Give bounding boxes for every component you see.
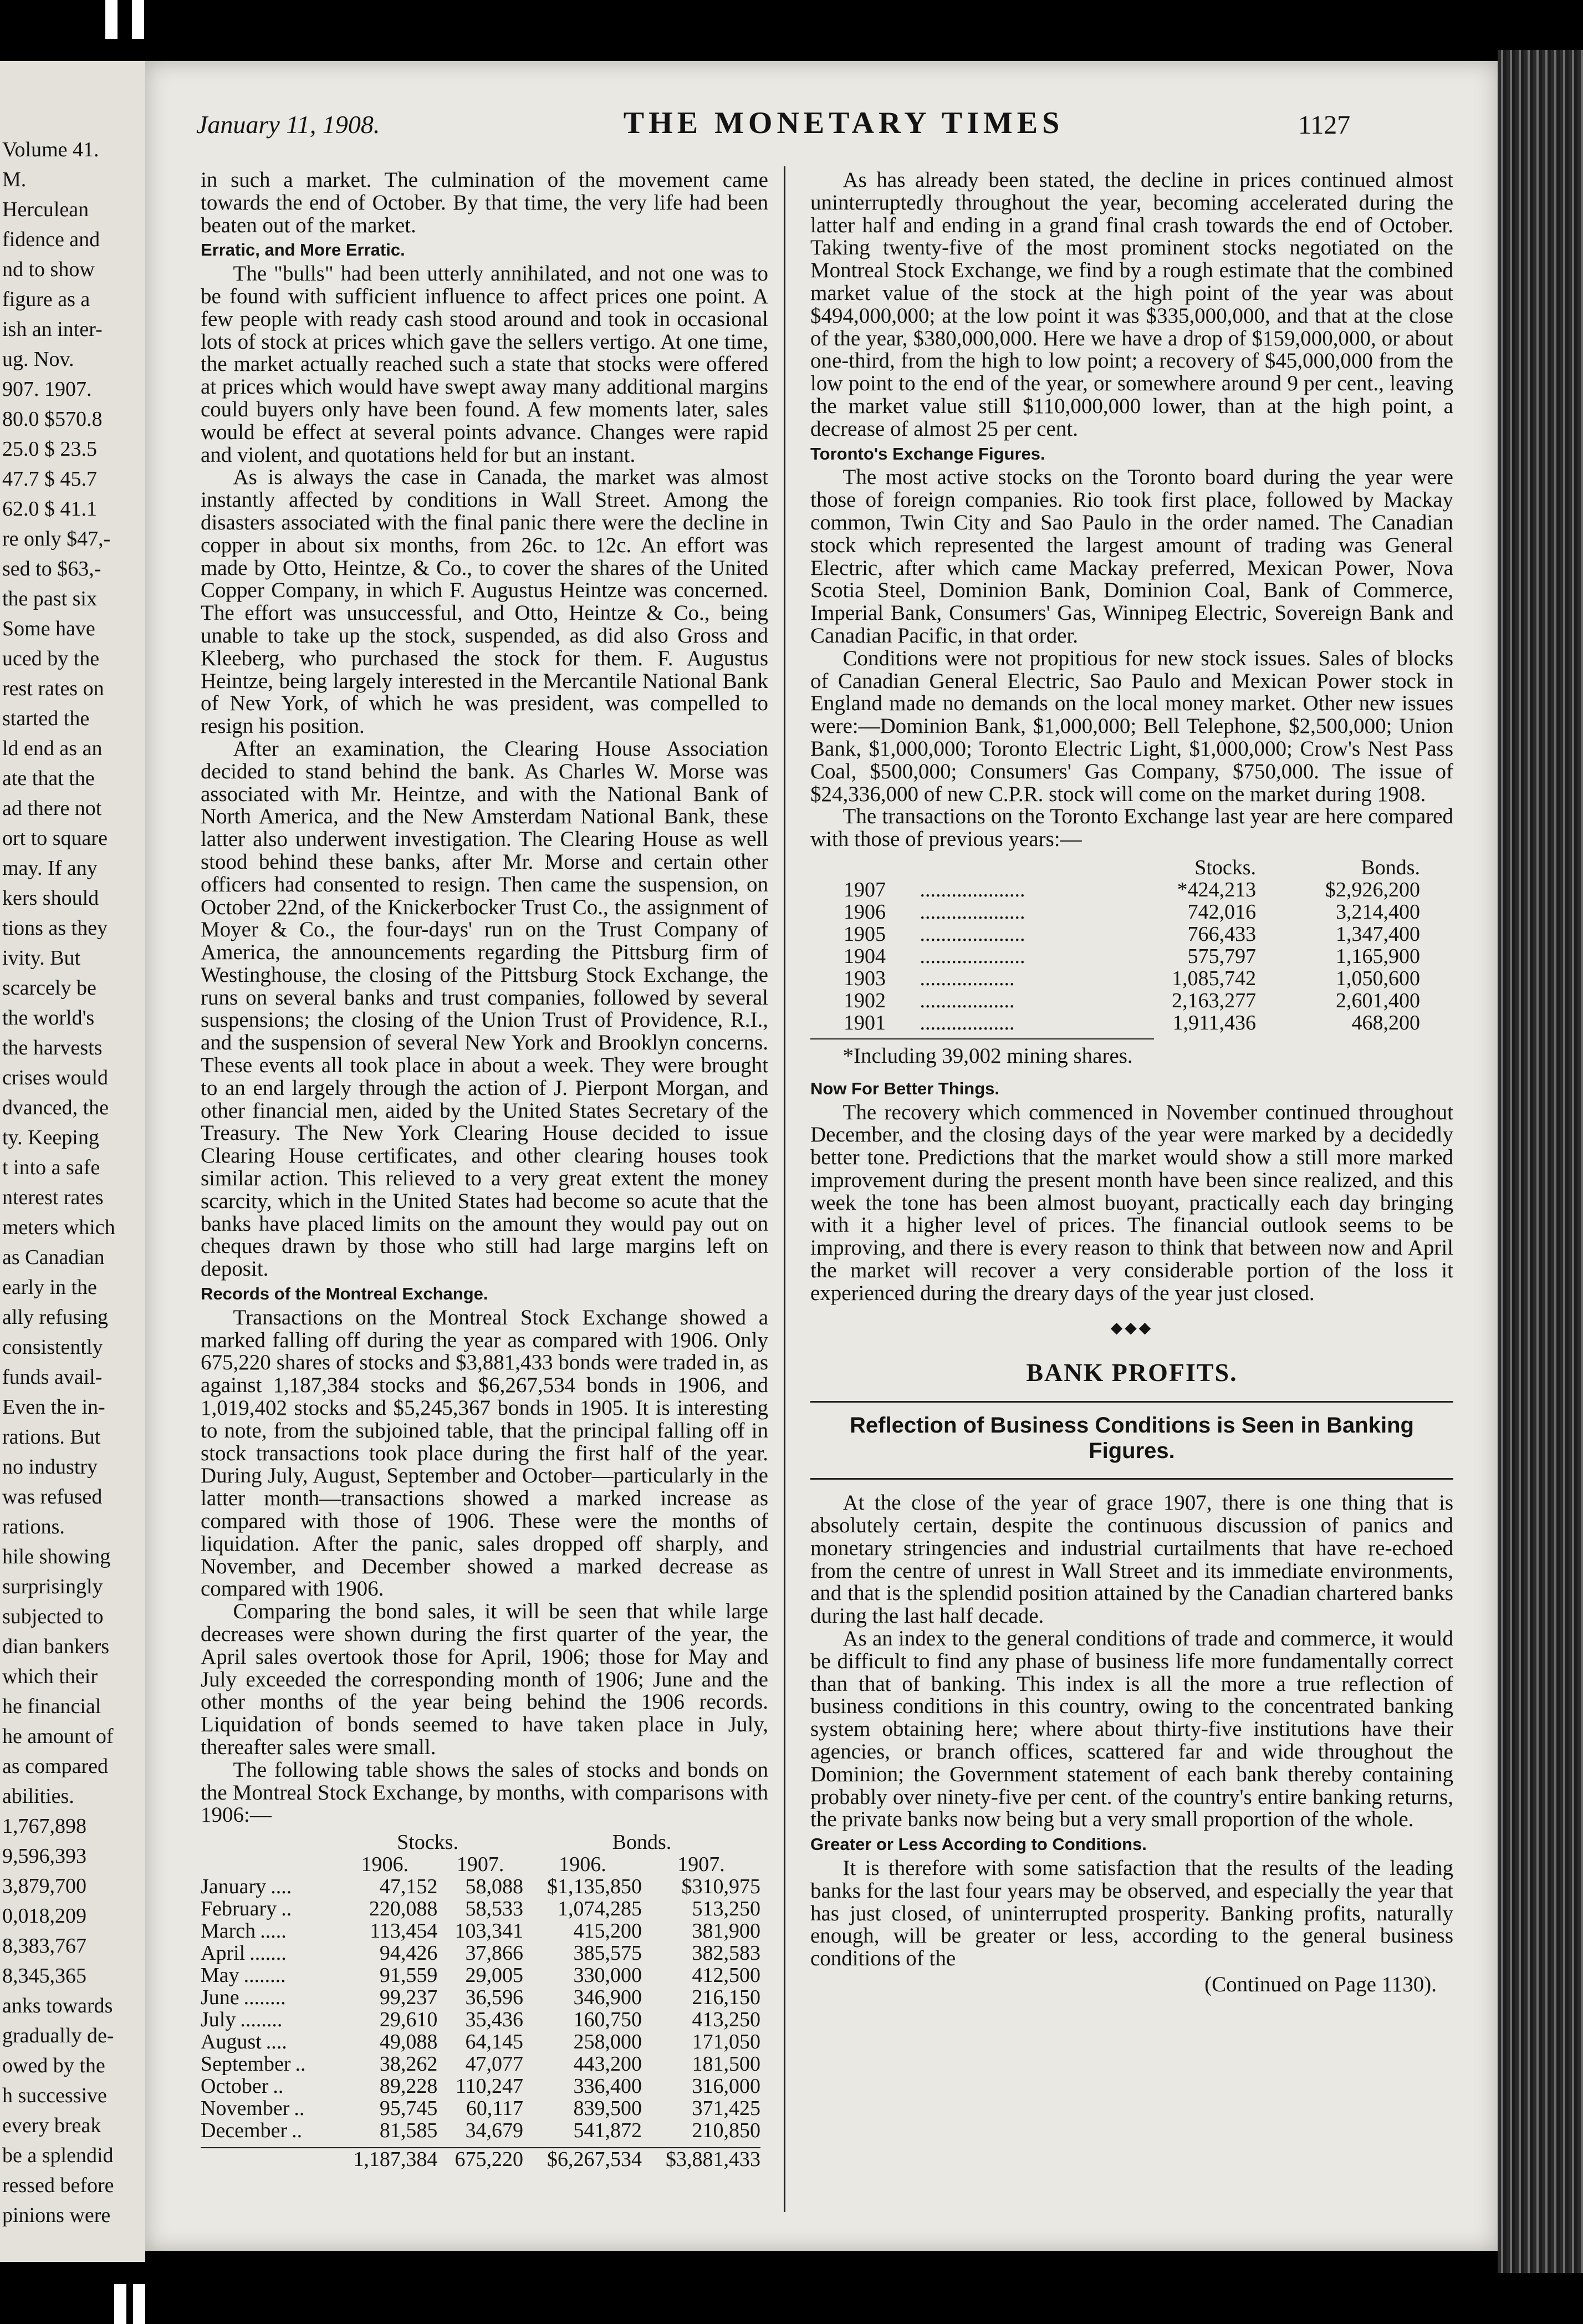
bonds-1906: 415,200 — [573, 1919, 642, 1943]
stocks-1907: 60,117 — [466, 2097, 523, 2121]
leader-dots: ........ — [240, 2008, 283, 2032]
paragraph: The "bulls" had been utterly annihilated, and not one was to be found with sufficient influence to affect prices one point. A few people with ready cash stood around and took in occasional lots of stock at prices which gave the sellers vertigo. At one time, the market actually reached such a state that stocks were offered at prices which would have swept away many additional margins could buyers only have been found. A few moments later, sales would be effect at several points advance. Changes were rapid and violent, and quotations held for but an instant. — [201, 262, 768, 467]
bonds-1907: 513,250 — [692, 1897, 760, 1921]
film-mark-top-1 — [105, 0, 118, 39]
bonds-1906: 839,500 — [573, 2097, 642, 2121]
bonds-value: 3,214,400 — [1336, 900, 1420, 924]
leader-dots: ....... — [249, 1941, 287, 1965]
bank-profits-subheading: Reflection of Business Conditions is Seen in Banking Figures. — [850, 1413, 1414, 1464]
leader-dots: .................. — [920, 966, 1015, 990]
month-label: May — [201, 1964, 239, 1987]
prev-page-text: t into a safe — [2, 1156, 100, 1179]
bonds-value: 2,601,400 — [1336, 988, 1420, 1012]
prev-page-text: nterest rates — [2, 1186, 104, 1209]
stocks-value: *424,213 — [1177, 878, 1257, 901]
stocks-value: 742,016 — [1187, 900, 1257, 924]
bonds-1906: 1,074,285 — [557, 1897, 642, 1921]
prev-page-text: he financial — [2, 1695, 101, 1718]
subheading-better-things: Now For Better Things. — [810, 1078, 999, 1098]
stocks-1906: 38,262 — [379, 2052, 438, 2076]
month-label: September — [201, 2052, 291, 2076]
prev-page-text: 0,018,209 — [2, 1904, 86, 1928]
prev-page-text: as Canadian — [2, 1246, 105, 1269]
bonds-1907: 210,850 — [692, 2119, 760, 2143]
prev-page-text: he amount of — [2, 1725, 114, 1748]
subheading-greater-or-less: Greater or Less According to Conditions. — [810, 1834, 1147, 1854]
subheading-montreal: Records of the Montreal Exchange. — [201, 1284, 488, 1304]
prev-page-text: fidence and — [2, 228, 100, 251]
stocks-1907: 103,341 — [455, 1919, 523, 1943]
previous-page-fragment — [0, 61, 145, 2262]
bonds-value: 1,165,900 — [1336, 944, 1420, 968]
prev-page-text: pinions were — [2, 2204, 111, 2227]
paragraph: As an index to the general conditions of trade and commerce, it would be difficult to find any phase of business life more fundamentally correct than that of banking. This index is all the more a true reflection of business conditions in this country, owing to the concentrated banking system obtaining here; where about thirty-five institutions have their agencies, or branch offices, scattered far and wide throughout the Dominion; the Government statement of each bank thereby containing probably over ninety-five per cent. of the country's entire banking returns, the private banks now being but a very small proportion of the whole. — [810, 1627, 1453, 1832]
leader-dots: .. — [295, 2052, 306, 2076]
bonds-1907: 381,900 — [692, 1919, 760, 1943]
bonds-value: $2,926,200 — [1325, 878, 1420, 901]
table-month — [201, 2053, 332, 2075]
stocks-value: 1,911,436 — [1172, 1011, 1257, 1034]
bonds-1906: 330,000 — [573, 1964, 642, 1987]
bonds-1906: 541,872 — [573, 2119, 642, 2143]
table-month — [201, 1986, 332, 2009]
leader-dots: .................... — [920, 944, 1025, 968]
film-mark-bottom-2 — [133, 2284, 145, 2324]
bonds-1907: 412,500 — [692, 1964, 760, 1987]
table-row — [844, 901, 1420, 923]
stocks-1906: 49,088 — [379, 2030, 438, 2054]
prev-page-text: sed to $63,- — [2, 557, 101, 580]
prev-page-text: 25.0 $ 23.5 — [2, 437, 97, 461]
leader-dots: .... — [270, 1875, 292, 1899]
prev-page-text: started the — [2, 707, 90, 730]
table-row — [201, 1942, 760, 1964]
table-year: 1907. — [677, 1853, 725, 1877]
stocks-1906: 95,745 — [379, 2097, 438, 2121]
bonds-value: 1,050,600 — [1336, 966, 1420, 990]
prev-page-text: the world's — [2, 1006, 95, 1030]
film-mark-bottom-1 — [114, 2284, 126, 2324]
prev-page-text: anks towards — [2, 1994, 113, 2017]
subheading-erratic: Erratic, and More Erratic. — [201, 240, 405, 260]
left-column — [201, 169, 768, 2170]
table-year: 1902 — [844, 988, 886, 1012]
right-column — [810, 169, 1453, 1996]
stocks-1907: 58,533 — [465, 1897, 523, 1921]
table-row — [201, 2009, 760, 2031]
month-label: August — [201, 2030, 262, 2054]
stocks-1906: 220,088 — [369, 1897, 438, 1921]
table-row — [201, 1986, 760, 2009]
continued-note: (Continued on Page 1130). — [1204, 1973, 1437, 1996]
prev-page-text: uced by the — [2, 647, 100, 670]
stocks-1906: 29,610 — [379, 2008, 438, 2032]
bonds-1906: 160,750 — [573, 2008, 642, 2032]
table-row — [201, 2097, 760, 2119]
prev-page-text: 907. 1907. — [2, 378, 92, 401]
table-header-stocks: Stocks. — [397, 1831, 458, 1854]
paragraph: Transactions on the Montreal Stock Exchange showed a marked falling off during the year as compared with 1906. Only 675,220 shares of stocks and $3,881,433 bonds were traded in, as against 1,187,384 stocks and $6,267,534 bonds in 1906, and 1,019,402 stocks and $5,245,367 bonds in 1905. It is interesting to note, from the subjoined table, that the principal falling off in stock transactions took place during the first half of the year. During July, August, September and October—particularly in the latter month—transactions showed a marked increase as compared with those of 1906. These were the months of liquidation. After the panic, sales dropped off sharply, and November, and December showed a marked decrease as compared with 1906. — [201, 1305, 768, 1601]
prev-page-text: early in the — [2, 1276, 97, 1299]
stocks-value: 1,085,742 — [1172, 966, 1257, 990]
prev-page-text: 8,345,365 — [2, 1964, 86, 1987]
table-rule — [810, 1038, 1154, 1039]
month-label: July — [201, 2008, 236, 2032]
prev-page-text: the past six — [2, 587, 97, 610]
stocks-value: 575,797 — [1187, 944, 1257, 968]
leader-dots: .................... — [920, 922, 1025, 946]
leader-dots: .. — [294, 2097, 305, 2121]
table-month — [201, 2075, 332, 2097]
month-label: December — [201, 2119, 288, 2143]
month-label: March — [201, 1919, 256, 1943]
bonds-1906: 336,400 — [573, 2075, 642, 2098]
stocks-1906: 91,559 — [379, 1964, 438, 1987]
montreal-exchange-table — [201, 1831, 760, 2170]
stocks-1907: 35,436 — [465, 2008, 523, 2032]
table-month — [201, 1920, 332, 1942]
month-label: June — [201, 1986, 239, 2010]
stocks-1907: 37,866 — [465, 1941, 523, 1965]
month-label: April — [201, 1941, 246, 1965]
prev-page-text: meters which — [2, 1216, 115, 1239]
table-month — [201, 2119, 332, 2142]
prev-page-text: 3,879,700 — [2, 1874, 86, 1898]
paragraph: As has already been stated, the decline in prices continued almost uninterruptedly throughout the year, becoming accelerated during the latter half and ending in a grand final crash towards the end of October. Taking twenty-five of the most prominent stocks negotiated on the Montreal Stock Exchange, we find by a rough estimate that the combined market value of the stock at the high point of the year was about $494,000,000; at the low point it was $335,000,000, and that at the close of the year, $380,000,000. Here we have a drop of $159,000,000, or about one-third, from the high to low point; a recovery of $45,000,000 from the low point to the end of the year, or somewhere around 9 per cent., leaving the market value still $110,000,000 lower, than at the high point, a decrease of almost 25 per cent. — [810, 168, 1453, 441]
table-row — [844, 967, 1420, 990]
stocks-value: 766,433 — [1187, 922, 1257, 946]
table-month — [201, 2097, 332, 2119]
leader-dots: ........ — [243, 1964, 286, 1987]
prev-page-text: as compared — [2, 1755, 108, 1778]
table-month — [201, 1942, 332, 1964]
total-bonds-1907: $3,881,433 — [666, 2148, 760, 2172]
stocks-1906: 89,228 — [379, 2075, 438, 2098]
table-row — [844, 945, 1420, 967]
paragraph: As is always the case in Canada, the market was almost instantly affected by conditions in Wall Street. Among the disasters associated with the final panic there were the decline in copper in about six months, from 26c. to 12c. An effort was made by Otto, Heintze, & Co., to cover the shares of the United Copper Company, in which F. Augustus Heintze was concerned. The effort was unsuccessful, and Otto, Heintze & Co., being unable to take up the stock, suspended, as did also Gross and Kleeberg, who purchased the stock for them. F. Augustus Heintze, being largely interested in the Mercantile National Bank of New York, of which he was president, was compelled to resign his position. — [201, 465, 768, 738]
stocks-1907: 36,596 — [465, 1986, 523, 2010]
toronto-exchange-table — [844, 857, 1420, 1034]
leader-dots: .. — [292, 2119, 303, 2143]
table-row — [844, 1012, 1420, 1034]
bonds-value: 1,347,400 — [1336, 922, 1420, 946]
prev-page-text: hile showing — [2, 1545, 111, 1568]
bonds-1906: 385,575 — [573, 1941, 642, 1965]
stocks-1906: 99,237 — [379, 1986, 438, 2010]
table-year: 1901 — [844, 1011, 886, 1034]
bonds-1906: 443,200 — [573, 2052, 642, 2076]
leader-dots: .. — [273, 2075, 284, 2098]
prev-page-text: ort to square — [2, 827, 108, 850]
prev-page-text: every break — [2, 2114, 101, 2137]
table-row — [201, 1898, 760, 1920]
paragraph: Conditions were not propitious for new stock issues. Sales of blocks of Canadian General Electric, Sao Paulo and Mexican Power stock in England made no demands on the local money market. Other new issues were:—Dominion Bank, $1,000,000; Bell Telephone, $2,500,000; Union Bank, $1,000,000; Toronto Electric Light, $1,000,000; Crow's Nest Pass Coal, $500,000; Consumers' Gas Company, $750,000. The issue of $24,336,000 of new C.P.R. stock will come on the market during 1908. — [810, 646, 1453, 806]
table-year: 1905 — [844, 922, 886, 946]
month-label: October — [201, 2075, 269, 2098]
table-header-bonds: Bonds. — [1361, 855, 1420, 879]
total-stocks-1906: 1,187,384 — [353, 2148, 438, 2172]
table-year: 1906. — [559, 1853, 606, 1877]
prev-page-text: nd to show — [2, 258, 95, 281]
stocks-1907: 29,005 — [465, 1964, 523, 1987]
bonds-1907: 171,050 — [692, 2030, 760, 2054]
prev-page-text: 1,767,898 — [2, 1815, 86, 1838]
prev-page-text: Herculean — [2, 198, 89, 221]
table-row — [201, 1920, 760, 1942]
prev-page-text: 62.0 $ 41.1 — [2, 497, 97, 521]
table-row — [844, 879, 1420, 901]
prev-page-text: 47.7 $ 45.7 — [2, 467, 97, 491]
stocks-1906: 47,152 — [379, 1875, 438, 1899]
prev-page-text: ate that the — [2, 767, 95, 790]
month-label: November — [201, 2097, 290, 2121]
prev-page-text: consistently — [2, 1336, 103, 1359]
paragraph: The following table shows the sales of stocks and bonds on the Montreal Stock Exchange, by months, with comparisons with 1906:— — [201, 1757, 768, 1827]
stocks-1906: 81,585 — [379, 2119, 438, 2143]
month-label: January — [201, 1875, 267, 1899]
prev-page-text: rest rates on — [2, 677, 104, 700]
paragraph: in such a market. The culmination of the movement came towards the end of October. By that time, the very life had been beaten out of the market. — [201, 168, 768, 237]
prev-page-text: ld end as an — [2, 737, 103, 760]
paragraph: The recovery which commenced in November continued throughout December, and the closing days of the year were marked by a decidedly better tone. Predictions that the market would show a still more marked improvement during the present month have been since realized, and this week the tone has been almost buoyant, practically each day bringing with it a higher level of prices. The financial outlook seems to be improving, and there is every reason to think that between now and April the market will recover a very considerable portion of the loss it experienced during the dreary days of the year just closed. — [810, 1100, 1453, 1305]
section-ornament: ◆◆◆ — [1110, 1319, 1153, 1337]
table-month — [201, 1964, 332, 1986]
prev-page-text: ad there not — [2, 797, 102, 820]
table-year: 1906 — [844, 900, 886, 924]
bonds-1907: 181,500 — [692, 2052, 760, 2076]
prev-page-text: the harvests — [2, 1036, 103, 1059]
stocks-1907: 110,247 — [455, 2075, 523, 2098]
bonds-1907: 382,583 — [692, 1941, 760, 1965]
prev-page-text: re only $47,- — [2, 527, 111, 551]
prev-page-text: Even the in- — [2, 1395, 105, 1419]
binding-edge — [1498, 50, 1583, 2273]
stocks-value: 2,163,277 — [1172, 988, 1257, 1012]
leader-dots: ..... — [260, 1919, 287, 1943]
masthead-title: THE MONETARY TIMES — [623, 106, 1064, 140]
month-label: February — [201, 1897, 277, 1921]
table-row — [201, 2053, 760, 2075]
table-year: 1906. — [361, 1853, 409, 1877]
bonds-1907: 216,150 — [692, 1986, 760, 2010]
leader-dots: .. — [281, 1897, 292, 1921]
prev-page-text: 8,383,767 — [2, 1934, 86, 1958]
leader-dots: .................. — [920, 988, 1015, 1012]
prev-page-text: be a splendid — [2, 2144, 114, 2167]
prev-page-text: ally refusing — [2, 1306, 109, 1329]
paragraph: After an examination, the Clearing House Association decided to stand behind the bank. As Charles W. Morse was associated with Mr. Heintze, and with the National Bank of North America, and the New Amsterdam National Bank, these latter also underwent investigation. The Clearing House as well stood behind these banks, after Mr. Morse and certain other officers had consented to resign. Then came the suspension, on October 22nd, of the Knickerbocker Trust Co., the assignment of Moyer & Co., the four-days' run on the Trust Company of America, the announcements regarding the Pittsburg firm of Westinghouse, the closing of the Pittsburg Stock Exchange, the runs on several banks and trust companies, followed by several suspensions; the closing of the Union Trust of Providence, R.I., and the suspension of several New York and Brooklyn concerns. These events all took place in about a week. They were brought to an end largely through the action of J. Pierpont Morgan, and other financial men, aided by the United States Secretary of the Treasury. The New York Clearing House decided to issue Clearing House certificates, and other clearing houses took similar action. This relieved to a very great extent the money scarcity, which in the United States had become so acute that the banks have placed limits on the amount they would pay out on cheques drawn by those who still had large margins left on deposit. — [201, 736, 768, 1281]
bonds-1906: $1,135,850 — [547, 1875, 642, 1899]
heading-rule — [810, 1478, 1453, 1480]
table-row — [844, 990, 1420, 1012]
newspaper-page — [145, 61, 1498, 2251]
prev-page-text: figure as a — [2, 288, 90, 311]
stocks-1907: 47,077 — [465, 2052, 523, 2076]
bonds-1907: $310,975 — [681, 1875, 760, 1899]
prev-page-text: ish an inter- — [2, 318, 103, 341]
bonds-1907: 371,425 — [692, 2097, 760, 2121]
table-row — [201, 2119, 760, 2142]
bonds-value: 468,200 — [1351, 1011, 1420, 1034]
prev-page-text: crises would — [2, 1066, 109, 1089]
stocks-1907: 58,088 — [465, 1875, 523, 1899]
prev-page-text: no industry — [2, 1455, 98, 1479]
leader-dots: .... — [265, 2030, 287, 2054]
prev-page-text: ug. Nov. — [2, 348, 74, 371]
prev-page-text: ivity. But — [2, 946, 81, 970]
table-month — [201, 1898, 332, 1920]
prev-page-text: h successive — [2, 2084, 107, 2107]
prev-page-text: 9,596,393 — [2, 1844, 86, 1868]
table-month — [201, 2009, 332, 2031]
prev-page-text: tions as they — [2, 916, 108, 940]
prev-page-text: subjected to — [2, 1605, 104, 1628]
bonds-1907: 316,000 — [692, 2075, 760, 2098]
prev-page-text: gradually de- — [2, 2024, 114, 2047]
bonds-1907: 413,250 — [692, 2008, 760, 2032]
prev-page-text: Volume 41. — [2, 138, 99, 161]
prev-page-text: funds avail- — [2, 1365, 103, 1389]
page-number: 1127 — [1298, 110, 1351, 140]
bonds-1906: 346,900 — [573, 1986, 642, 2010]
table-month — [201, 1875, 332, 1898]
prev-page-text: ty. Keeping — [2, 1126, 99, 1149]
table-row — [201, 2075, 760, 2097]
prev-page-text: abilities. — [2, 1785, 74, 1808]
prev-page-text: dvanced, the — [2, 1096, 109, 1119]
prev-page-text: M. — [2, 168, 27, 191]
table-footnote: *Including 39,002 mining shares. — [842, 1043, 1133, 1068]
stocks-1906: 94,426 — [379, 1941, 438, 1965]
table-month — [201, 2031, 332, 2053]
table-header-bonds: Bonds. — [612, 1831, 672, 1854]
bank-profits-heading: BANK PROFITS. — [1026, 1358, 1238, 1387]
prev-page-text: owed by the — [2, 2054, 105, 2077]
table-year: 1907. — [456, 1853, 504, 1877]
prev-page-text: was refused — [2, 1485, 103, 1508]
prev-page-text: may. If any — [2, 857, 98, 880]
prev-page-text: ressed before — [2, 2174, 114, 2197]
table-year: 1903 — [844, 966, 886, 990]
prev-page-text: 80.0 $570.8 — [2, 407, 103, 431]
film-mark-top-2 — [132, 0, 144, 39]
leader-dots: .................. — [920, 1011, 1015, 1034]
prev-page-text: scarcely be — [2, 976, 96, 1000]
leader-dots: .................... — [920, 878, 1025, 901]
prev-page-text: rations. But — [2, 1425, 101, 1449]
total-bonds-1906: $6,267,534 — [547, 2148, 642, 2172]
leader-dots: .................... — [920, 900, 1025, 924]
stocks-1907: 64,145 — [465, 2030, 523, 2054]
table-header-stocks: Stocks. — [1194, 855, 1257, 879]
column-divider — [784, 166, 785, 2212]
prev-page-text: kers should — [2, 886, 99, 910]
heading-rule — [810, 1401, 1453, 1403]
stocks-1907: 34,679 — [465, 2119, 523, 2143]
paragraph: At the close of the year of grace 1907, there is one thing that is absolutely certain, despite the continuous discussion of panics and monetary stringencies and industrial curtailments that have re-echoed from the centre of unrest in Wall Street and its immediate environments, and that is the splendid position attained by the Canadian chartered banks during the last half decade. — [810, 1491, 1453, 1628]
prev-page-text: rations. — [2, 1515, 65, 1538]
total-stocks-1907: 675,220 — [455, 2148, 523, 2172]
prev-page-text: dian bankers — [2, 1635, 110, 1658]
paragraph: Comparing the bond sales, it will be seen that while large decreases were shown during the first quarter of the year, the April sales overtook those for April, 1906; those for May and July exceeded the corresponding month of 1906; June and the other months of the year being behind the 1906 records. Liquidation of bonds seemed to have taken place in July, thereafter sales were small. — [201, 1599, 768, 1759]
issue-date: January 11, 1908. — [196, 110, 380, 139]
table-row — [201, 2031, 760, 2053]
stocks-1906: 113,454 — [370, 1919, 438, 1943]
paragraph: The transactions on the Toronto Exchange last year are here compared with those of previous years:— — [810, 804, 1453, 852]
subheading-toronto: Toronto's Exchange Figures. — [810, 444, 1045, 463]
leader-dots: ........ — [243, 1986, 286, 2010]
table-row — [844, 923, 1420, 945]
prev-page-text: which their — [2, 1665, 98, 1688]
bonds-1906: 258,000 — [573, 2030, 642, 2054]
table-row — [201, 1875, 760, 1898]
prev-page-text: surprisingly — [2, 1575, 103, 1598]
prev-page-text: Some have — [2, 617, 95, 640]
table-year: 1907 — [844, 878, 886, 901]
table-row — [201, 1964, 760, 1986]
table-year: 1904 — [844, 944, 886, 968]
paragraph: It is therefore with some satisfaction that the results of the leading banks for the last four years may be observed, and especially the year that has just closed, of uninterrupted prosperity. Banking profits, naturally enough, will be greater or less, according to the general business conditions of the — [810, 1856, 1453, 1971]
paragraph: The most active stocks on the Toronto board during the year were those of foreign companies. Rio took first place, followed by Mackay common, Twin City and Sao Paulo in the order named. The Canadian stock which represented the largest amount of trading was General Electric, after which came Mackay preferred, Mexican Power, Nova Scotia Steel, Dominion Bank, Dominion Coal, Bank of Commerce, Imperial Bank, Consumers' Gas, Winnipeg Electric, Sovereign Bank and Canadian Pacific, in that order. — [810, 465, 1453, 648]
